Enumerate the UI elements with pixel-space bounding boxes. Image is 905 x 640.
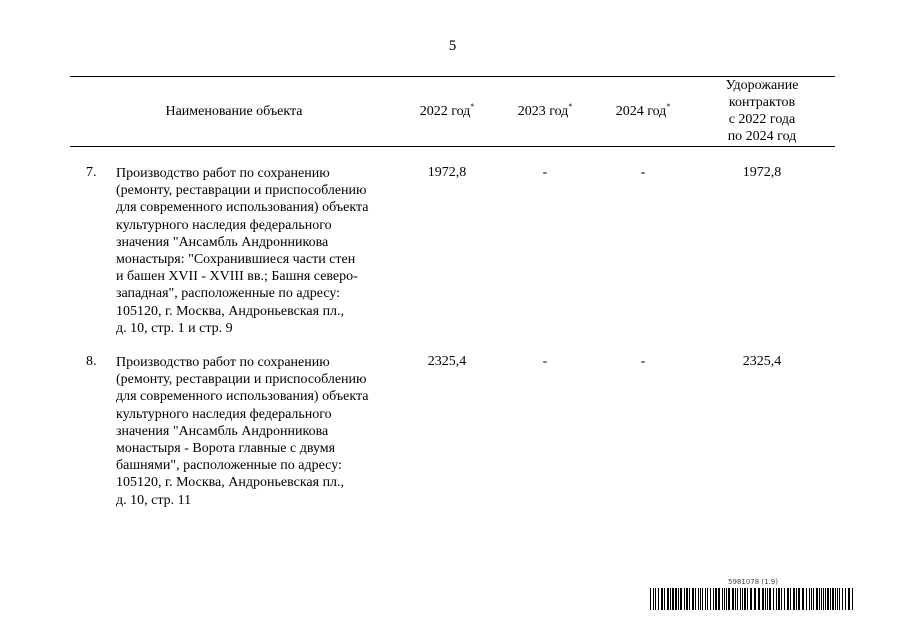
description-line: монастыря - Ворота главные с двумя	[116, 441, 336, 457]
value-cost-increase: 1972,8	[742, 165, 782, 180]
header-2024	[594, 104, 692, 120]
footnote-mark: *	[568, 102, 573, 111]
description-line: д. 10, стр. 11	[116, 492, 192, 508]
description-line: (ремонту, реставрации и приспособлению	[116, 183, 367, 199]
header-increase-line: Удорожание	[725, 78, 799, 93]
value-2024: -	[640, 354, 646, 369]
description-line: 105120, г. Москва, Андроньевская пл.,	[116, 475, 345, 491]
value-cost-increase: 2325,4	[742, 354, 782, 369]
value-2024: -	[640, 165, 646, 180]
header-increase-line: с 2022 года	[728, 112, 796, 127]
row-number: 7.	[86, 165, 97, 180]
description-line: культурного наследия федерального	[116, 217, 332, 233]
footnote-mark: *	[470, 102, 475, 111]
barcode	[650, 588, 856, 610]
description-line: д. 10, стр. 1 и стр. 9	[116, 320, 233, 336]
description-line: башнями", расположенные по адресу:	[116, 458, 342, 474]
row-description	[116, 354, 394, 509]
header-2024-label: 2024 год	[615, 104, 667, 119]
description-line: западная", расположенные по адресу:	[116, 286, 341, 302]
table-header-rule	[70, 146, 835, 147]
header-increase-line: по 2024 год	[727, 129, 797, 144]
description-line: значения "Ансамбль Андронникова	[116, 423, 329, 439]
header-object-name	[70, 104, 398, 120]
header-2022-label: 2022 год	[419, 104, 471, 119]
description-line: и башен XVII - XVIII вв.; Башня северо-	[116, 269, 358, 285]
header-increase-line: контрактов	[728, 95, 796, 110]
description-line: для современного использования) объекта	[116, 200, 369, 216]
page-number: 5	[448, 38, 457, 54]
row-description	[116, 165, 394, 337]
footnote-mark: *	[666, 102, 671, 111]
header-2023	[496, 104, 594, 120]
value-2023: -	[542, 354, 548, 369]
header-cost-increase	[692, 77, 832, 145]
description-line: монастыря: "Сохранившиеся части стен	[116, 252, 356, 268]
description-line: (ремонту, реставрации и приспособлению	[116, 372, 367, 388]
description-line: значения "Ансамбль Андронникова	[116, 234, 329, 250]
barcode-id: 5981078 (1.9)	[728, 578, 778, 586]
description-line: Производство работ по сохранению	[116, 355, 330, 370]
header-2022	[398, 104, 496, 120]
value-2022: 1972,8	[427, 165, 467, 180]
value-2023: -	[542, 165, 548, 180]
header-2023-label: 2023 год	[517, 104, 569, 119]
header-object-name-label: Наименование объекта	[165, 104, 303, 119]
description-line: Производство работ по сохранению	[116, 166, 330, 181]
row-number: 8.	[86, 354, 97, 369]
description-line: 105120, г. Москва, Андроньевская пл.,	[116, 303, 345, 319]
description-line: культурного наследия федерального	[116, 406, 332, 422]
value-2022: 2325,4	[427, 354, 467, 369]
description-line: для современного использования) объекта	[116, 389, 369, 405]
